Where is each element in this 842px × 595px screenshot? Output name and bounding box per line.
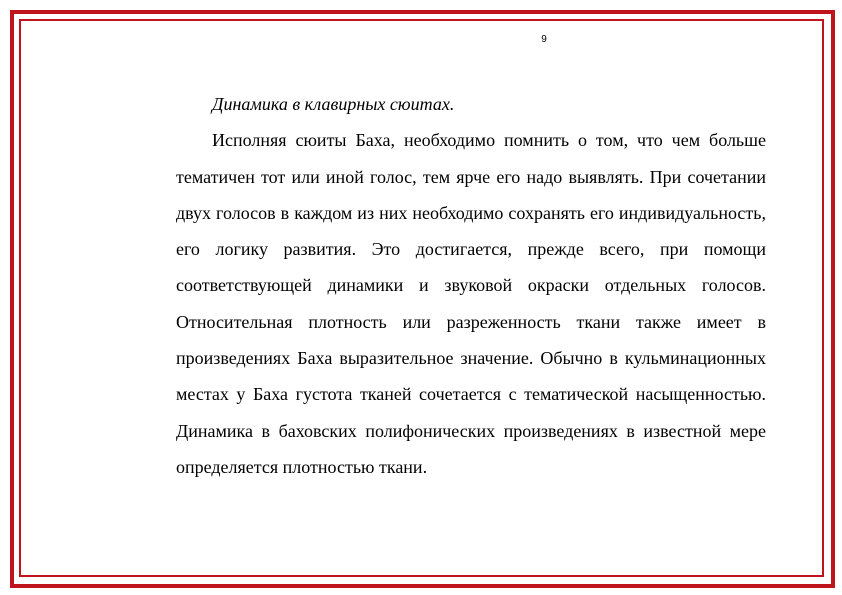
page-number: 9 xyxy=(541,34,547,45)
section-heading: Динамика в клавирных сюитах. xyxy=(212,94,455,114)
body-paragraph: Исполняя сюиты Баха, необходимо помнить о том, что чем больше тематичен тот или иной голос, тем ярче его надо выявлять. При сочетании двух голосов в каждом из них необходимо сохранять его индивидуальность, его логику развития. Это достигается, прежде всего, при помощи соответствующей динамики и звуковой окраски отдельных голосов. Относительная плотность или разреженность ткани также имеет в произведениях Баха выразительное значение. Обычно в кульминационных местах у Баха густота тканей сочетается с тематической насыщенностью. Динамика в баховских полифонических произведениях в известной мере определяется плотностью ткани. xyxy=(176,130,766,477)
text-block xyxy=(176,86,766,485)
